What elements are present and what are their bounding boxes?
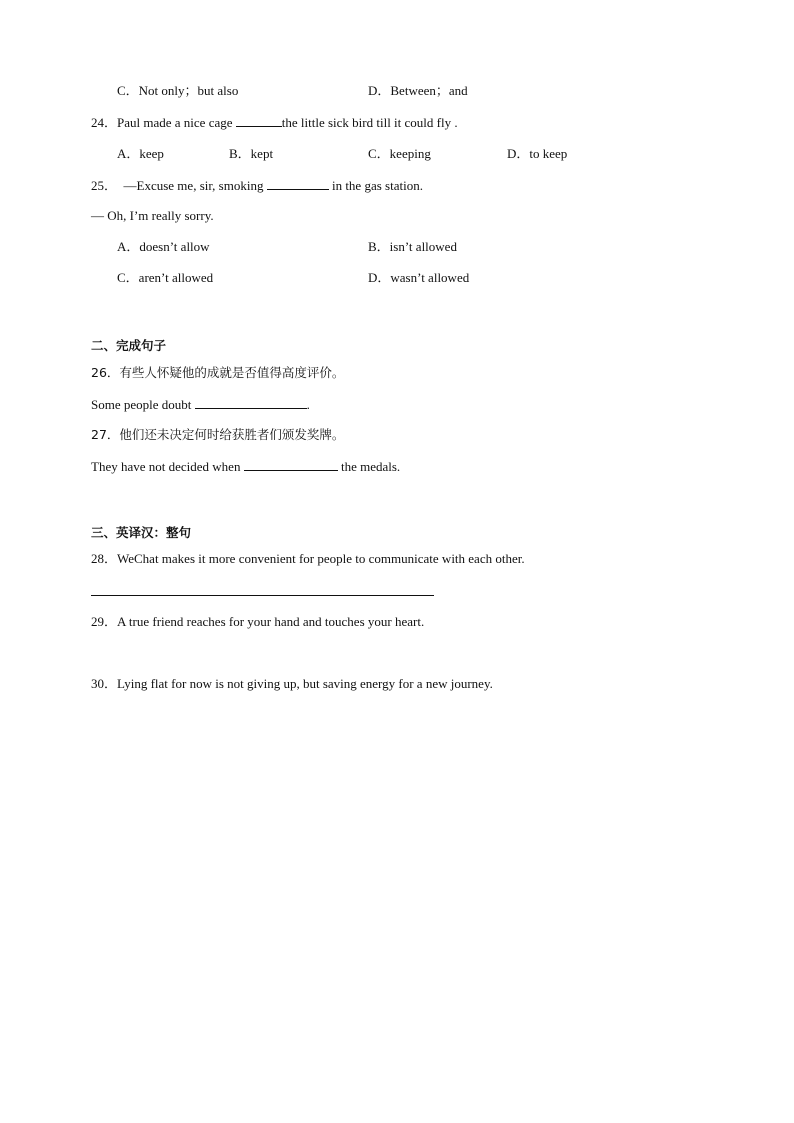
- q24-option-b[interactable]: B．kept: [229, 146, 274, 161]
- section-2-title: 二、完成句子: [91, 338, 167, 353]
- q24-stem-before: Paul made a nice cage: [117, 115, 233, 130]
- q24-stem-after: the little sick bird till it could fly .: [281, 115, 458, 130]
- q28-text: 28．WeChat makes it more convenient for people to communicate with each other.: [91, 551, 525, 566]
- q25-option-b[interactable]: B．isn’t allowed: [368, 239, 457, 254]
- q27-prompt: 27．他们还未决定何时给获胜者们颁发奖牌。: [91, 427, 345, 442]
- q29-text: 29．A true friend reaches for your hand and touches your heart.: [91, 614, 425, 629]
- q24-stem: [91, 114, 458, 131]
- q24-option-d[interactable]: D．to keep: [507, 146, 568, 161]
- q24-option-c[interactable]: C．keeping: [368, 146, 431, 161]
- q26-prompt: 26．有些人怀疑他的成就是否值得高度评价。: [91, 365, 345, 380]
- q25-option-d[interactable]: D．wasn’t allowed: [368, 270, 470, 285]
- q26-answer-before: Some people doubt: [91, 397, 192, 412]
- q27-answer-after: the medals.: [340, 459, 401, 474]
- q26-answer-line: [91, 396, 310, 413]
- section-3-title: 三、英译汉：整句: [91, 525, 192, 540]
- q25-stem: [91, 177, 423, 194]
- q25-stem-before: —Excuse me, sir, smoking: [123, 178, 264, 193]
- q23-option-c[interactable]: C．Not only；but also: [117, 83, 239, 98]
- q27-answer-line: [91, 458, 400, 475]
- q25-option-c[interactable]: C．aren’t allowed: [117, 270, 214, 285]
- q24-number: 24．: [91, 115, 118, 130]
- q28-answer-line[interactable]: [91, 595, 434, 596]
- q25-stem-after: in the gas station.: [331, 178, 423, 193]
- q30-text: 30．Lying flat for now is not giving up, but saving energy for a new journey.: [91, 676, 493, 691]
- q24-answer-blank[interactable]: [236, 114, 282, 127]
- q24-option-a[interactable]: A．keep: [117, 146, 164, 161]
- q27-answer-before: They have not decided when: [91, 459, 241, 474]
- q23-option-d[interactable]: D．Between；and: [368, 83, 468, 98]
- q25-reply: — Oh, I’m really sorry.: [91, 208, 214, 223]
- q25-option-a[interactable]: A．doesn’t allow: [117, 239, 210, 254]
- q25-number: 25．: [91, 178, 118, 193]
- q26-answer-blank[interactable]: [195, 396, 307, 409]
- q25-answer-blank[interactable]: [267, 177, 329, 190]
- q27-answer-blank[interactable]: [244, 458, 338, 471]
- q26-answer-after: .: [306, 397, 310, 412]
